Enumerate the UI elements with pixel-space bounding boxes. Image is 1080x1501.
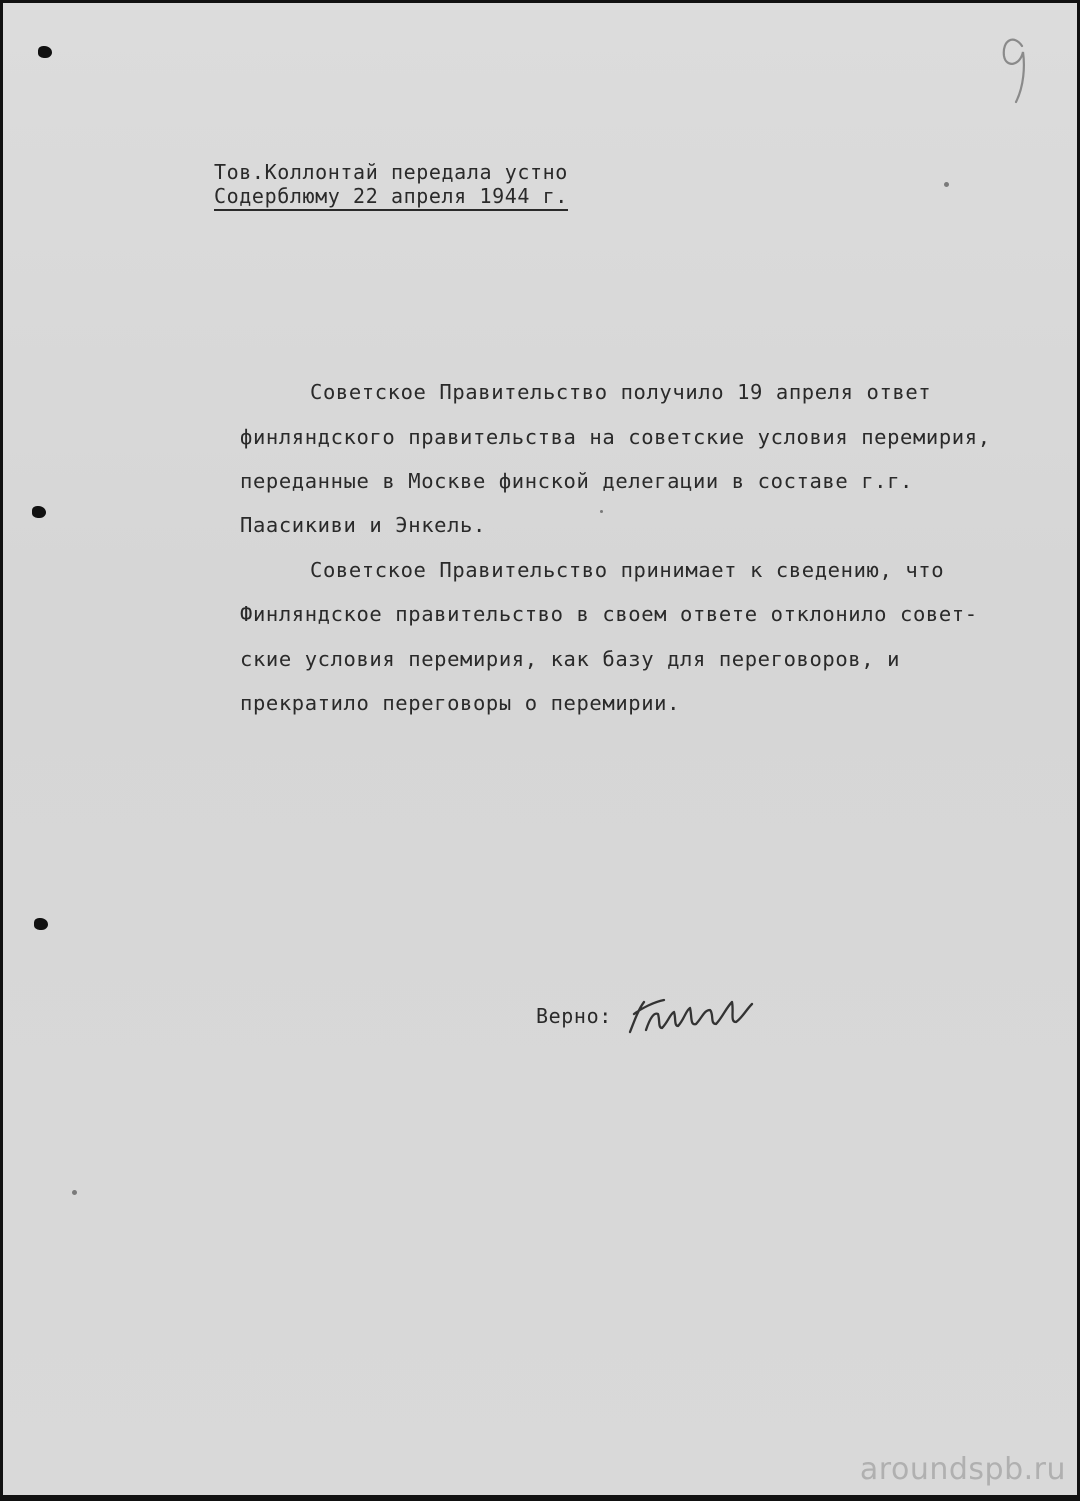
paper-speck [72, 1190, 77, 1195]
header-line-1: Тов.Коллонтай передала устно [214, 160, 568, 184]
punch-hole [34, 918, 48, 930]
body-line: прекратило переговоры о перемирии. [240, 691, 681, 715]
punch-hole [38, 46, 52, 58]
handwritten-signature [624, 992, 774, 1040]
body-line: Советское Правительство получило 19 апреля ответ [310, 380, 932, 404]
watermark: aroundspb.ru [859, 1452, 1066, 1487]
body-line: финляндского правительства на советские условия перемирия, [240, 425, 991, 449]
body-line: Советское Правительство принимает к сведению, что [310, 558, 945, 582]
punch-hole [32, 506, 46, 518]
body-line: Паасикиви и Энкель. [240, 513, 486, 537]
verno-label: Верно: [536, 1004, 612, 1028]
body-line: Финляндское правительство в своем ответе отклонило совет- [240, 602, 978, 626]
handwritten-page-number [996, 26, 1032, 108]
scan-border-left [0, 0, 3, 1501]
body-line: переданные в Москве финской делегации в составе г.г. [240, 469, 913, 493]
paper-speck [944, 182, 949, 187]
paper-speck [600, 510, 603, 513]
body-line: ские условия перемирия, как базу для переговоров, и [240, 647, 901, 671]
header-line-2: Содерблюму 22 апреля 1944 г. [214, 184, 568, 211]
scan-border-bottom [0, 1495, 1080, 1501]
scan-border-top [0, 0, 1080, 3]
